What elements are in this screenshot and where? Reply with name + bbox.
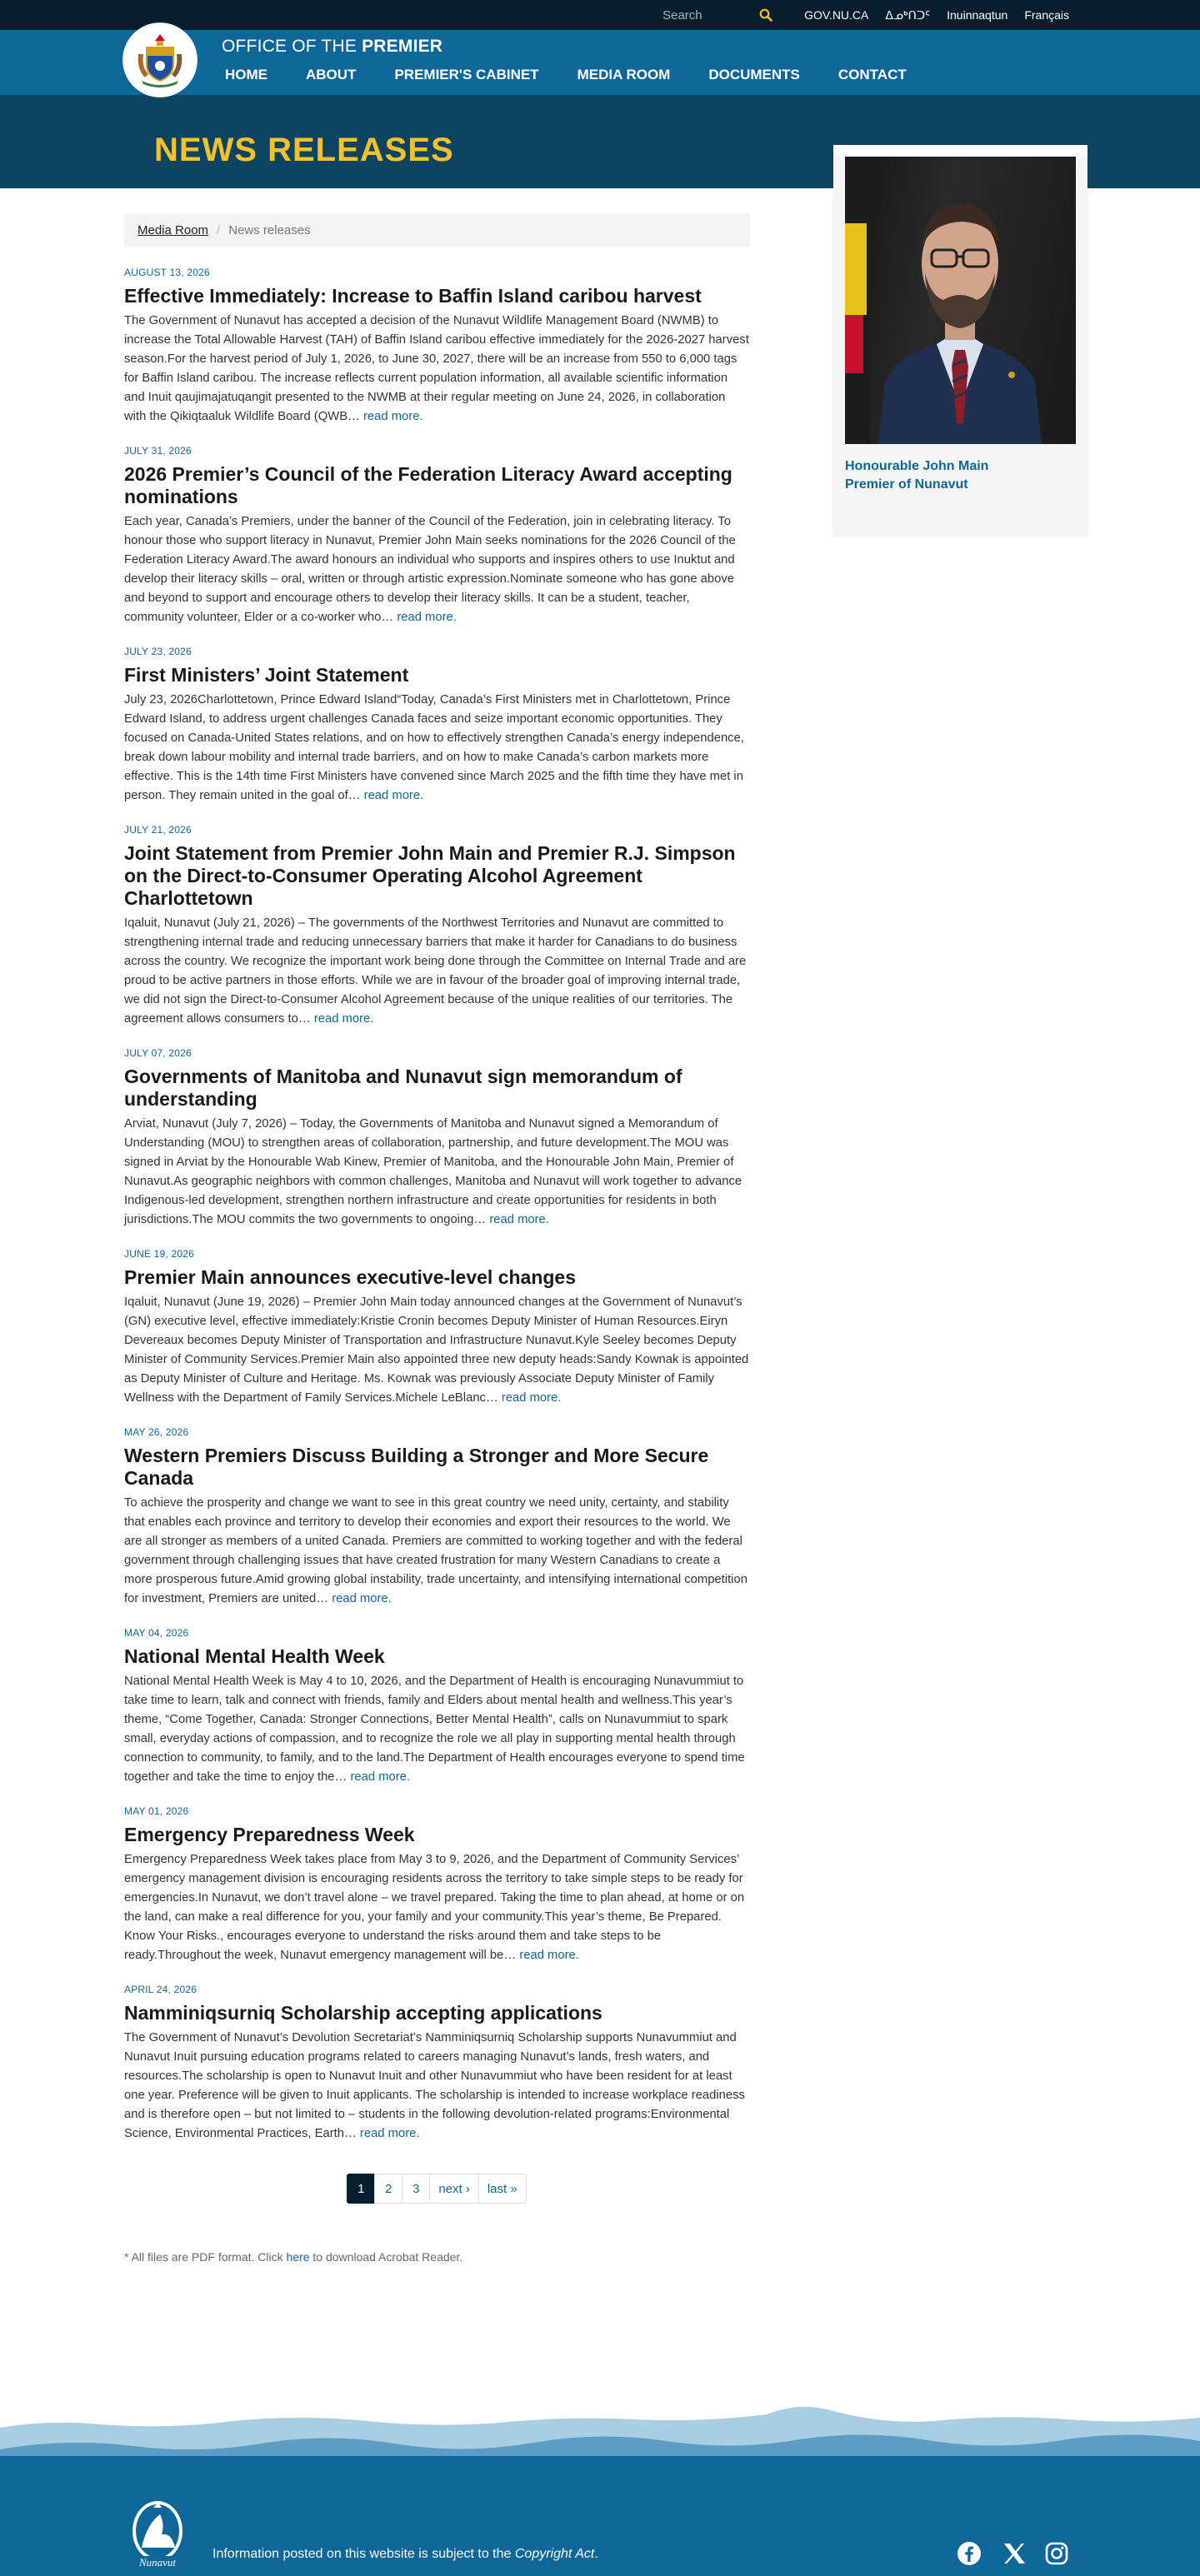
- copyright-text-after: .: [594, 2547, 598, 2561]
- brand-bold: PREMIER: [362, 37, 443, 56]
- search-button[interactable]: [754, 5, 778, 25]
- news-title[interactable]: 2026 Premier’s Council of the Federation Literacy Award accepting nominations: [124, 463, 732, 507]
- breadcrumb-current: News releases: [228, 222, 311, 237]
- news-date: JULY 21, 2026: [124, 824, 192, 836]
- read-more-link[interactable]: read more.: [350, 1770, 411, 1784]
- read-more-link[interactable]: read more.: [313, 1012, 374, 1026]
- coat-of-arms-logo[interactable]: [123, 23, 197, 97]
- breadcrumb: [124, 213, 750, 247]
- facebook-link[interactable]: [955, 2539, 983, 2568]
- breadcrumb-separator: /: [217, 222, 221, 237]
- footnote-before: * All files are PDF format. Click: [124, 2250, 287, 2264]
- premier-sidebar: [833, 145, 1088, 537]
- search-input[interactable]: [662, 5, 754, 25]
- footnote-after: to download Acrobat Reader.: [309, 2250, 463, 2264]
- news-summary: [124, 1494, 750, 1609]
- page-3-link[interactable]: 3: [402, 2174, 430, 2204]
- link-francais[interactable]: Français: [1024, 7, 1069, 22]
- x-icon: [1002, 2542, 1026, 2565]
- next-page-link[interactable]: next ›: [429, 2174, 479, 2204]
- instagram-icon: [1045, 2542, 1068, 2565]
- news-item: [124, 646, 750, 806]
- news-summary-text: Arviat, Nunavut (July 7, 2026) – Today, the Governments of Manitoba and Nunavut signed a Memorandum of Understanding (MOU) to strengthen areas of collaboration, partnership, and future development.The MOU was signed in Arviat by the Honourable Wab Kinew, Premier of Manitoba, and the Honourable John Main, Premier of Nunavut.As geographic neighbors with common challenges, Manitoba and Nunavut will work together to advance Indigenous-led development, strengthen northern infrastructure and create opportunities for residents in both jurisdictions.The MOU commits the two governments to ongoing…: [124, 1117, 742, 1226]
- facebook-icon: [957, 2541, 982, 2566]
- news-title[interactable]: First Ministers’ Joint Statement: [124, 664, 409, 686]
- news-item: [124, 824, 750, 1029]
- news-summary: [124, 691, 750, 806]
- news-item: [124, 1805, 750, 1965]
- link-inuktitut[interactable]: ᐃᓄᒃᑎᑐᑦ: [885, 7, 931, 22]
- news-title[interactable]: National Mental Health Week: [124, 1645, 385, 1667]
- site-header: [0, 30, 1200, 95]
- copyright-act-link[interactable]: Copyright Act: [514, 2547, 595, 2561]
- copyright-text-before: Information posted on this website is subject to the: [212, 2547, 515, 2561]
- news-date: MAY 26, 2026: [124, 1426, 189, 1438]
- coat-of-arms-icon: [133, 31, 187, 89]
- news-item: [124, 1047, 750, 1230]
- news-summary: [124, 512, 750, 627]
- brand-prefix: OFFICE OF THE: [222, 37, 362, 56]
- news-date: JULY 23, 2026: [124, 646, 192, 657]
- search-icon: [759, 8, 772, 22]
- premier-portrait: [845, 157, 1076, 444]
- read-more-link[interactable]: read more.: [363, 410, 423, 423]
- last-page-link[interactable]: last »: [478, 2174, 527, 2204]
- news-summary-text: The Government of Nunavut has accepted a decision of the Nunavut Wildlife Management Board (NWMB) to increase the Total Allowable Harvest (TAH) of Baffin Island caribou effective immediately for the 2026-2027 harvest season.For the harvest period of July 1, 2026, to June 30, 2027, there will be an increase from 550 to 6,000 tags for Baffin Island caribou. The increase reflects current population information, all available scientific information and Inuit qaujimajatuqangit presented to the NWMB at their regular meeting on June 24, 2026, in collaboration with the Qikiqtaaluk Wildlife Board (QWB…: [124, 314, 749, 423]
- news-item: [124, 1426, 750, 1609]
- news-summary: [124, 1850, 750, 1965]
- news-summary-text: The Government of Nunavut’s Devolution Secretariat’s Namminiqsurniq Scholarship supports Nunavummiut and Nunavut Inuit pursuing education programs related to careers managing Nunavut’s lands, fresh waters, and resources.The scholarship is open to Nunavut Inuit and other Nunavummiut who have been resident for at least one year. Preference will be given to Inuit applicants. The scholarship is intended to increase workplace readiness and is therefore open – but not limited to – students in the following devolution-related programs:Environmental Science, Environmental Practices, Earth…: [124, 2031, 745, 2140]
- news-list: [124, 267, 750, 2144]
- news-title[interactable]: Western Premiers Discuss Building a Stronger and More Secure Canada: [124, 1445, 709, 1489]
- acrobat-download-link[interactable]: here: [286, 2250, 310, 2264]
- read-more-link[interactable]: read more.: [489, 1213, 549, 1226]
- news-summary: [124, 2029, 750, 2144]
- news-summary: [124, 1672, 750, 1787]
- nunavut-logo[interactable]: [128, 2499, 187, 2574]
- news-item: [124, 1248, 750, 1408]
- svg-text:Nunavut: Nunavut: [138, 2556, 177, 2569]
- news-title[interactable]: Namminiqsurniq Scholarship accepting applications: [124, 2002, 602, 2024]
- read-more-link[interactable]: read more.: [359, 2127, 420, 2140]
- news-item: [124, 1984, 750, 2144]
- news-summary: [124, 914, 750, 1029]
- read-more-link[interactable]: read more.: [363, 789, 424, 802]
- read-more-link[interactable]: read more.: [397, 611, 457, 624]
- nav-home[interactable]: HOME: [225, 67, 268, 82]
- news-summary-text: National Mental Health Week is May 4 to 10, 2026, and the Department of Health is encouraging Nunavummiut to take time to learn, talk and connect with friends, family and Elders about mental health and wellness.This year’s theme, “Come Together, Canada: Stronger Connections, Better Mental Health”, calls on Nunavummiut to spark small, everyday actions of compassion, and to recognize the role we all play in supporting mental health through connection to community, to family, and to the land.The Department of Health encourages everyone to spend time together and take the time to enjoy the…: [124, 1675, 745, 1784]
- premier-role[interactable]: Premier of Nunavut: [845, 477, 968, 492]
- news-item: [124, 445, 750, 627]
- news-title[interactable]: Emergency Preparedness Week: [124, 1824, 415, 1845]
- nav-about[interactable]: ABOUT: [306, 67, 357, 82]
- news-item: [124, 267, 750, 427]
- page-title: NEWS RELEASES: [154, 132, 454, 168]
- pdf-footnote: [124, 2250, 750, 2264]
- news-item: [124, 1627, 750, 1787]
- read-more-link[interactable]: read more.: [501, 1391, 562, 1405]
- news-date: AUGUST 13, 2026: [124, 267, 210, 278]
- read-more-link[interactable]: read more.: [332, 1592, 392, 1605]
- news-summary: [124, 1115, 750, 1230]
- news-date: JULY 31, 2026: [124, 445, 192, 457]
- main-navigation: [225, 67, 945, 83]
- nav-media-room[interactable]: MEDIA ROOM: [577, 67, 671, 82]
- news-summary-text: To achieve the prosperity and change we want to see in this great country we need unity, certainty, and stability that enables each province and territory to develop their economies and export their resources to the world. We are all stronger as members of a united Canada. Premiers are committed to working together and with the federal government through challenging issues that have created frustration for many Western Canadians to create a more prosperous future.Amid growing global instability, trade uncertainty, and intensifying international competition for investment, Premiers are united…: [124, 1496, 748, 1605]
- search-form: [662, 5, 778, 25]
- x-twitter-link[interactable]: [1000, 2539, 1028, 2568]
- news-date: JULY 07, 2026: [124, 1047, 192, 1059]
- pagination: [124, 2174, 750, 2204]
- news-summary: [124, 312, 750, 427]
- page-2-link[interactable]: 2: [374, 2174, 402, 2204]
- nav-documents[interactable]: DOCUMENTS: [708, 67, 800, 82]
- news-date: MAY 04, 2026: [124, 1627, 189, 1639]
- news-summary-text: Iqaluit, Nunavut (July 21, 2026) – The governments of the Northwest Territories and Nunavut are committed to strengthening internal trade and reducing unnecessary barriers that make it harder for Canadians to do business across the country. We recognize the important work being done through the Committee on Internal Trade and are proud to be active partners in those efforts. While we are in favour of the broader goal of improving internal trade, we did not sign the Direct-to-Consumer Alcohol Agreement because of the unique realities of our territories. The agreement allows consumers to…: [124, 916, 747, 1026]
- nav-premiers-cabinet[interactable]: PREMIER'S CABINET: [394, 67, 539, 82]
- nav-contact[interactable]: CONTACT: [838, 67, 907, 82]
- copyright-notice: [212, 2547, 598, 2562]
- premier-figure: [845, 157, 1076, 444]
- read-more-link[interactable]: read more.: [519, 1949, 579, 1962]
- top-utility-bar: [0, 0, 1200, 30]
- main-column: [124, 213, 750, 2264]
- news-date: JUNE 19, 2026: [124, 1248, 194, 1260]
- news-title[interactable]: Joint Statement from Premier John Main and Premier R.J. Simpson on the Direct-to-Consumer Operating Alcohol Agreement Charlottetown: [124, 842, 736, 909]
- page-1-link[interactable]: 1: [347, 2174, 375, 2204]
- breadcrumb-media-room[interactable]: Media Room: [138, 222, 209, 237]
- news-title[interactable]: Effective Immediately: Increase to Baffin Island caribou harvest: [124, 285, 702, 307]
- news-summary: [124, 1293, 750, 1408]
- news-title[interactable]: Premier Main announces executive-level changes: [124, 1266, 577, 1288]
- premier-name[interactable]: Honourable John Main: [845, 459, 989, 473]
- nunavut-logo-icon: [128, 2499, 187, 2569]
- news-summary-text: Iqaluit, Nunavut (June 19, 2026) – Premier John Main today announced changes at the Government of Nunavut’s (GN) executive level, effective immediately:Kristie Cronin becomes Deputy Minister of Human Resources.Eiryn Devereaux becomes Deputy Minister of Transportation and Infrastructure Nunavut.Kyle Seeley becomes Deputy Minister of Community Services.Premier Main also appointed three new deputy heads:Sandy Kownak is appointed as Deputy Minister of Culture and Heritage. Ms. Kownak was previously Associate Deputy Minister of Family Wellness with the Department of Family Services.Michele LeBlanc…: [124, 1295, 749, 1405]
- news-summary-text: Each year, Canada’s Premiers, under the banner of the Council of the Federation, join in celebrating literacy. To honour those who support literacy in Nunavut, Premier John Main seeks nominations for the 2026 Council of the Federation Literacy Award.The award honours an individual who supports and inspires others to use Inuktut and develop their literacy skills – oral, written or through artistic expression.Nominate someone who has gone above and beyond to support and encourage others to develop their literacy skills. It can be a student, teacher, community volunteer, Elder or a co-worker who…: [124, 515, 736, 624]
- news-date: APRIL 24, 2026: [124, 1984, 198, 1995]
- site-footer: [0, 2399, 1200, 2576]
- premier-caption: [845, 457, 1076, 494]
- news-summary-text: July 23, 2026Charlottetown, Prince Edward Island“Today, Canada’s First Ministers met in Charlottetown, Prince Edward Island, to address urgent challenges Canada faces and seize important economic opportunities. They focused on Canada-United States relations, and on how to effectively strengthen Canada’s energy independence, break down labour mobility and internal trade barriers, and on how to make Canada’s carbon markets more effective. This is the 14th time First Ministers have convened since March 2025 and the fifth time they have met in person. They remain united in the goal of…: [124, 693, 744, 802]
- news-title[interactable]: Governments of Manitoba and Nunavut sign memorandum of understanding: [124, 1066, 682, 1110]
- sidebar-top-edge: [833, 145, 1088, 157]
- link-gov-nu-ca[interactable]: GOV.NU.CA: [804, 7, 869, 22]
- news-summary-text: Emergency Preparedness Week takes place from May 3 to 9, 2026, and the Department of Community Services’ emergency management division is encouraging residents across the territory to take simple steps to be ready for emergencies.In Nunavut, we don’t travel alone – we travel prepared. Taking the time to plan ahead, at home or on the land, can make a real difference for you, your family and your community.This year’s theme, Be Prepared. Know Your Risks., encourages everyone to understand the risks around them and take steps to be ready.Throughout the week, Nunavut emergency management will be…: [124, 1853, 745, 1962]
- link-inuinnaqtun[interactable]: Inuinnaqtun: [947, 7, 1008, 22]
- news-date: MAY 01, 2026: [124, 1805, 189, 1817]
- top-links: [788, 8, 1069, 22]
- site-brand[interactable]: [222, 37, 442, 57]
- instagram-link[interactable]: [1042, 2539, 1071, 2568]
